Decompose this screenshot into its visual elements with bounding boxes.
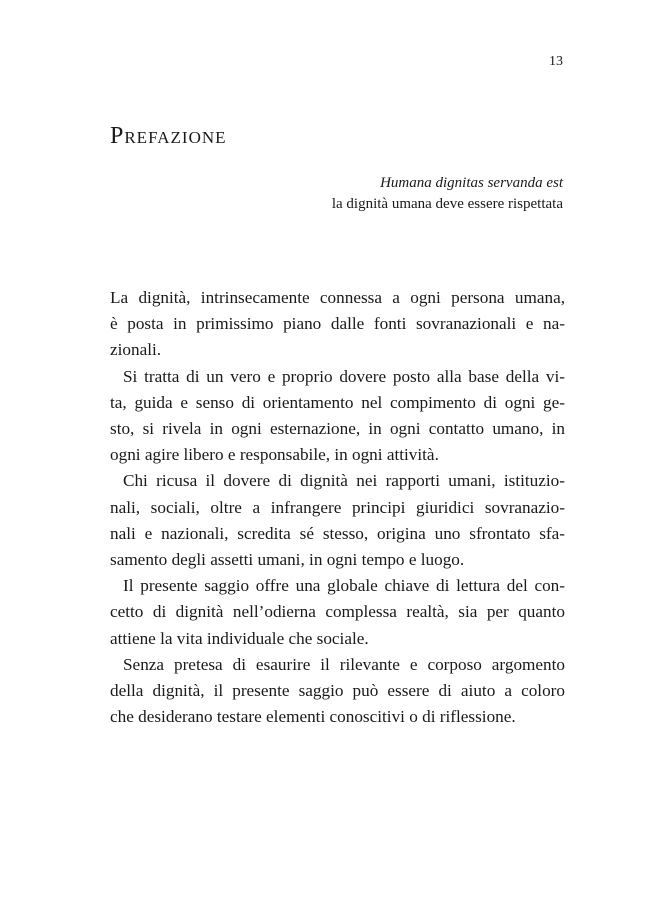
paragraph	[110, 573, 565, 652]
text-line: Il presente saggio offre una globale chiave di lettura del con-	[123, 576, 565, 596]
text-line: nali e nazionali, screditа sé stesso, origina uno sfrontato sfa-	[110, 523, 565, 543]
text-line: Senza pretesa di esaurire il rilevante e corposo argomento	[123, 654, 565, 674]
epigraph-latin: Humana dignitas servanda est	[380, 175, 563, 191]
text-line: Chi ricusa il dovere di dignità nei rapporti umani, istituzio-	[123, 471, 565, 491]
text-line: ta, guida e senso di orientamento nel compimento di ogni ge-	[110, 392, 565, 412]
text-line: zionali.	[110, 340, 162, 360]
paragraph	[110, 364, 565, 469]
epigraph	[332, 173, 563, 215]
text-line: samento degli assetti umani, in ogni tempo e luogo.	[110, 550, 465, 570]
text-line: sto, si rivela in ogni esternazione, in ogni contatto umano, in	[110, 419, 565, 439]
epigraph-translation: la dignità umana deve essere rispettata	[331, 196, 563, 212]
text-line: è posta in primissimo piano dalle fonti sovranazionali e na-	[110, 314, 565, 334]
paragraph	[110, 652, 565, 731]
body-text	[110, 285, 565, 730]
paragraph	[110, 468, 565, 573]
chapter-title: Prefazione	[110, 123, 227, 149]
text-line: ogni agire libero e responsabile, in ogni attività.	[110, 445, 439, 465]
paragraph	[110, 285, 565, 364]
text-line: cetto di dignità nell’odierna complessa realtà, sia per quanto	[110, 602, 565, 622]
text-line: La dignità, intrinsecamente connessa a ogni persona umana,	[110, 288, 565, 307]
text-line: Si tratta di un vero e proprio dovere posto alla base della vi-	[123, 366, 565, 386]
page-number: 13	[549, 54, 563, 69]
text-line: della dignità, il presente saggio può essere di aiuto a coloro	[110, 681, 565, 701]
text-line: che desiderano testare elementi conoscitivi o di riflessione.	[110, 707, 516, 727]
text-line: attiene la vita individuale che sociale.	[110, 628, 369, 648]
text-line: nali, sociali, oltre a infrangere principi giuridici sovranazio-	[110, 497, 565, 517]
